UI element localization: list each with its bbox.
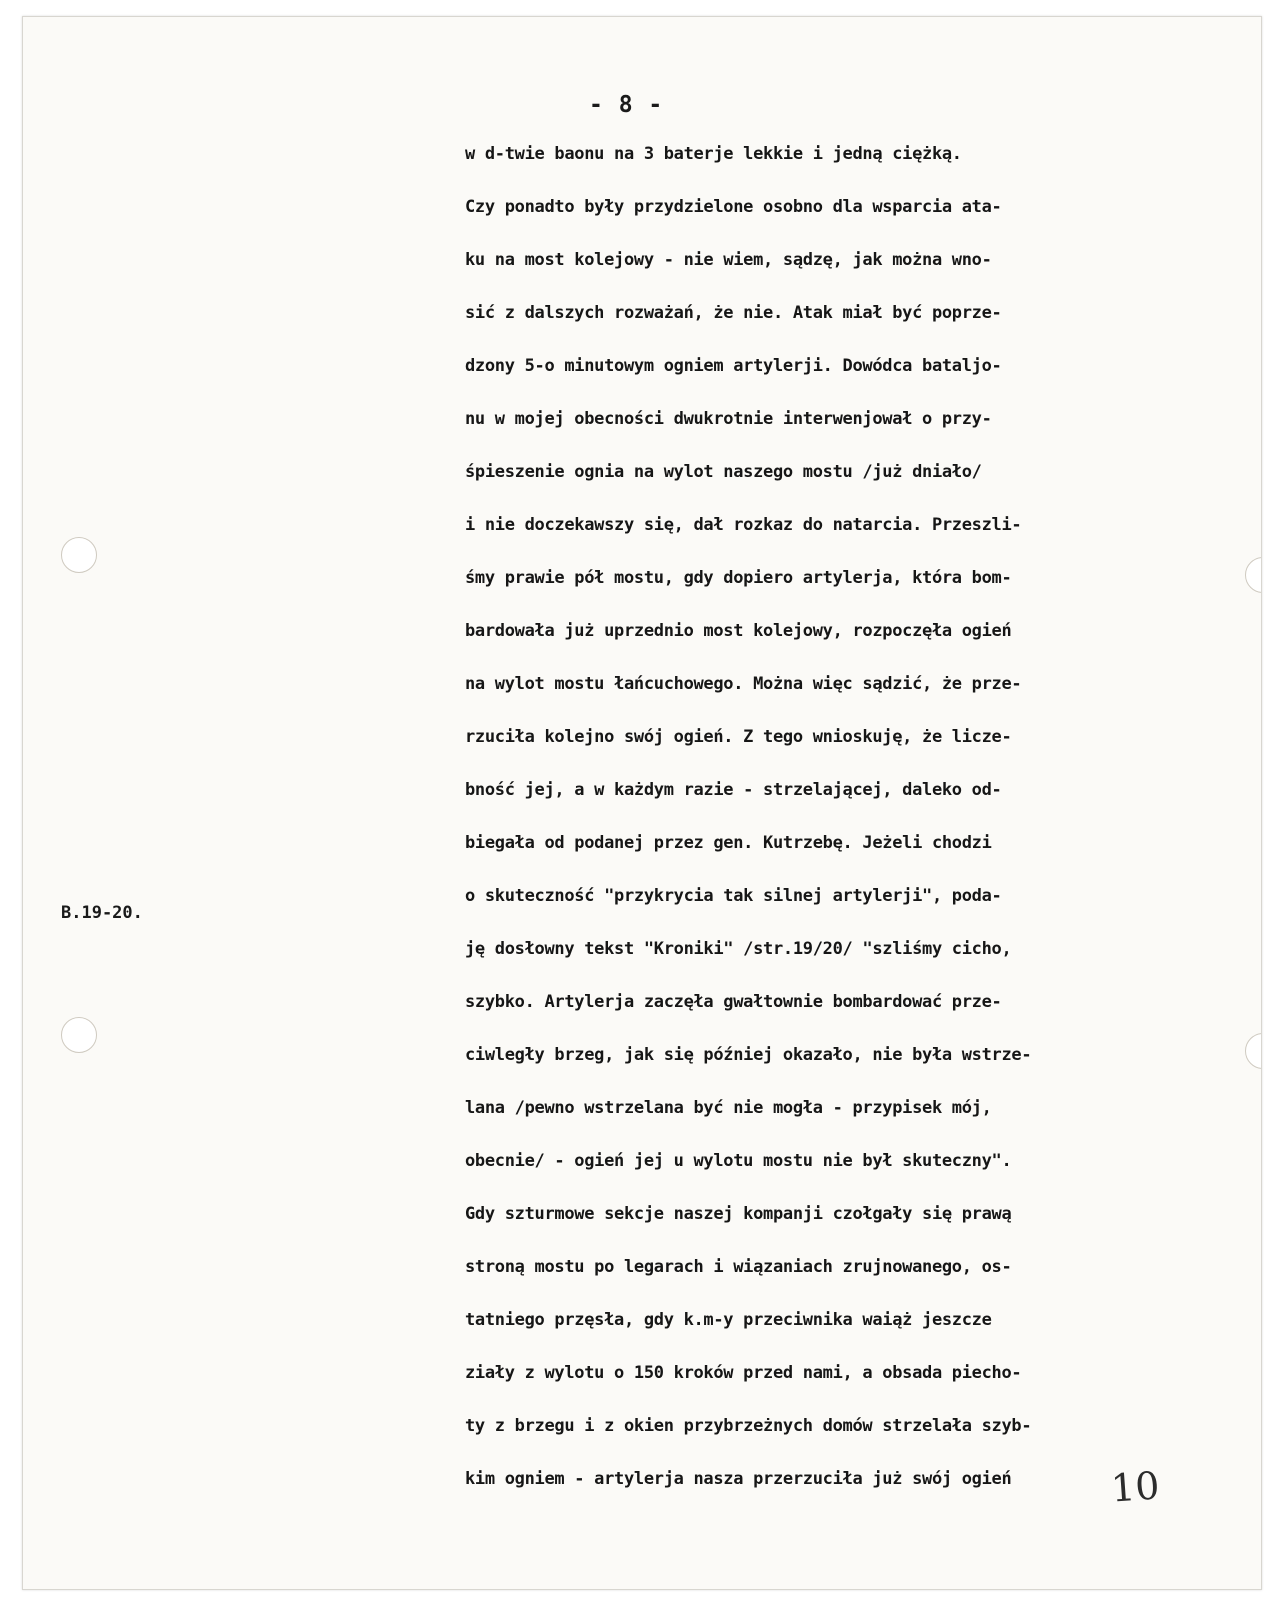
text-line: śpieszenie ognia na wylot naszego mostu /już dniało/ bbox=[465, 462, 982, 482]
text-line: bność jej, a w każdym razie - strzelającej, daleko od- bbox=[465, 780, 1002, 800]
text-line: Gdy szturmowe sekcje naszej kompanji czołgały się prawą bbox=[465, 1204, 1012, 1224]
text-line: bardowała już uprzednio most kolejowy, rozpoczęła ogień bbox=[465, 621, 1012, 641]
handwritten-page-number: 10 bbox=[1109, 1463, 1161, 1511]
text-line: ty z brzegu i z okien przybrzeżnych domów strzelała szyb- bbox=[465, 1416, 1032, 1436]
text-line: dzony 5-o minutowym ogniem artylerji. Dowódca batalјo- bbox=[465, 356, 1002, 376]
text-line: biegała od podanej przez gen. Kutrzebę. Jeżeli chodzi bbox=[465, 833, 992, 853]
text-line: lana /pewno wstrzelana być nie mogła - przypisek mój, bbox=[465, 1098, 992, 1118]
text-line: ku na most kolejowy - nie wiem, sądzę, jak można wno- bbox=[465, 250, 992, 270]
margin-reference: B.19-20. bbox=[61, 903, 143, 923]
text-line: rzuciła kolejno swój ogień. Z tego wnioskuję, że liczе- bbox=[465, 727, 1012, 747]
text-line: nu w mojej obecności dwukrotnie interwenjował o przy- bbox=[465, 409, 992, 429]
text-line: obecnie/ - ogień jej u wylotu mostu nie był skuteczny". bbox=[465, 1151, 1012, 1171]
text-line: tatniego przęsła, gdy k.m-y przeciwnika waiąż jeszcze bbox=[465, 1310, 992, 1330]
page-number: - 8 - bbox=[589, 92, 664, 118]
text-line: i nie doczekawszy się, dał rozkaz do natarcia. Przeszli- bbox=[465, 515, 1022, 535]
punch-hole bbox=[1245, 557, 1262, 593]
text-line: śmy prawie pół mostu, gdy dopiero artylerja, która bom- bbox=[465, 568, 1012, 588]
typewritten-sheet bbox=[22, 16, 1262, 1590]
text-line: sić z dalszych rozważań, że nie. Atak miał być poprze- bbox=[465, 303, 1002, 323]
text-line: Czy ponadto były przydzielone osobno dla wsparcia ata- bbox=[465, 197, 1002, 217]
text-line: ciwległy brzeg, jak się później okazało, nie była wstrze- bbox=[465, 1045, 1032, 1065]
punch-hole bbox=[61, 537, 97, 573]
text-line: ję dosłowny tekst "Kroniki" /str.19/20/ "szliśmy cicho, bbox=[465, 939, 1012, 959]
text-line: na wylot mostu łańcuchowego. Można więc sądzić, że prze- bbox=[465, 674, 1022, 694]
text-line: szybko. Artylerja zaczęła gwałtownie bombardować prze- bbox=[465, 992, 1002, 1012]
text-line: o skuteczność "przykrycia tak silnej artylerji", poda- bbox=[465, 886, 1002, 906]
text-line: kim ogniem - artylerja nasza przerzuciła już swój ogień bbox=[465, 1469, 1012, 1489]
text-line: stroną mostu po legarach i wiązaniach zrujnowanego, os- bbox=[465, 1257, 1012, 1277]
punch-hole bbox=[1245, 1033, 1262, 1069]
text-line: w d-twie baonu na 3 baterje lekkie i jedną ciężką. bbox=[465, 144, 962, 164]
punch-hole bbox=[61, 1017, 97, 1053]
typewritten-body bbox=[465, 139, 1225, 1517]
text-line: ziały z wylotu o 150 kroków przed nami, a obsada piecho- bbox=[465, 1363, 1022, 1383]
